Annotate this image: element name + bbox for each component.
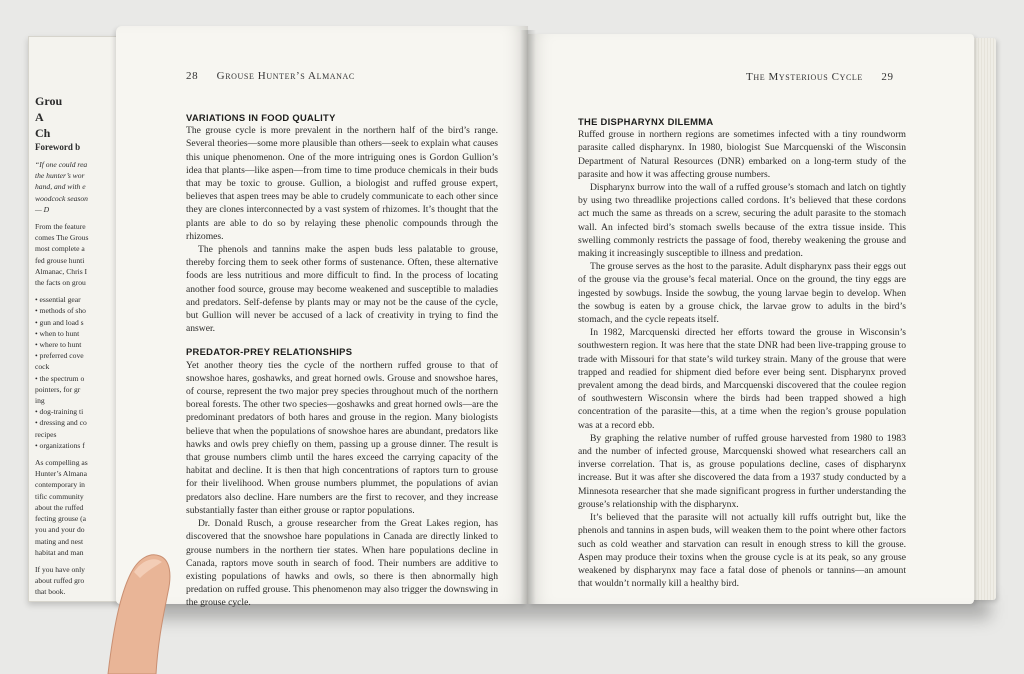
flap-line: pointers, for gr xyxy=(35,384,81,394)
flap-line: If you have only xyxy=(35,564,85,574)
flap-line: Grou xyxy=(35,94,63,108)
flap-line: • the spectrum o xyxy=(35,373,85,383)
flap-line: • methods of sho xyxy=(35,306,86,316)
flap-line: you and your do xyxy=(35,525,85,535)
flap-line: A xyxy=(35,110,44,124)
flap-line: Hunter’s Almana xyxy=(35,469,87,479)
flap-line: fecting grouse (a xyxy=(35,514,87,524)
flap-line: • dog-training ti xyxy=(35,407,84,417)
flap-line: fed grouse hunti xyxy=(35,255,85,265)
flap-line: tific community xyxy=(35,491,84,501)
flap-line: Foreword b xyxy=(35,142,81,152)
section-predator-prey xyxy=(186,345,498,609)
paragraph: Ruffed grouse in northern regions are sometimes infected with a tiny roundworm parasite called dispharynx. In 1980, biologist Sue Marcquenski of the Wisconsin Department of Natural Resources (DNR) embarked on a long-term study of the parasite and how it was affecting grouse numbers. xyxy=(578,129,906,180)
right-running-head xyxy=(746,71,894,83)
flap-line: hand, and with e xyxy=(35,182,86,192)
flap-line: most complete a xyxy=(35,244,85,254)
flap-line: habitat and man xyxy=(35,547,84,557)
flap-line: • gun and load s xyxy=(35,317,84,327)
flap-line: • when to hunt xyxy=(35,328,80,338)
paragraph: By graphing the relative number of ruffed grouse harvested from 1980 to 1983 and the number of infected grouse, Marcquenski showed what researchers call an inverse correlation. That is, as grouse populations decline, cases of dispharynx increase. But it was after she discovered the data from a 1937 study conducted by a Minnesota researcher that she made significant progress in further understanding the grouse’s relationship with the dispharynx. xyxy=(578,432,906,510)
flap-line: contemporary in xyxy=(35,480,85,490)
section-food-quality xyxy=(186,111,498,335)
flap-line: about ruffed gro xyxy=(35,576,85,586)
flap-line: From the feature xyxy=(35,222,86,232)
left-page-number: 28 xyxy=(186,70,199,82)
flap-line: cock xyxy=(35,362,50,372)
section-heading: PREDATOR-PREY RELATIONSHIPS xyxy=(186,346,353,358)
flap-line: — D xyxy=(35,204,50,214)
flap-line: woodcock season xyxy=(35,193,88,203)
flap-line: mating and nest xyxy=(35,536,84,546)
paragraph: In 1982, Marcquenski directed her efforts toward the grouse in Wisconsin’s southwestern region. It was here that the state DNR had been live-trapping grouse to trade with Missouri for that state’s wild turkey strain. Many of the grouse that were trapped and readied for shipment died before ever being sent. Dispharynx proved prevalent among the dead birds, and Marcquenski discovered that the coulee region of southwestern Wisconsin where the birds had been trapped showed a high concentration of the parasite—this, at a time when the region’s grouse population was at a record ebb. xyxy=(578,327,906,431)
flap-line: comes The Grous xyxy=(35,233,89,243)
flap-line: • organizations f xyxy=(35,440,85,450)
section-heading: VARIATIONS IN FOOD QUALITY xyxy=(186,112,336,123)
paragraph: Yet another theory ties the cycle of the northern ruffed grouse to that of snowshoe hares, goshawks, and great horned owls. Grouse and snowshoe hares, of course, represent the two major prey species throughout much of the northern boreal forests. The other two species—goshawks and great horned owls—are the predominant predators of both hares and grouse in the region. Many biologists believe that when the populations of snowshoe hares are abundant, predators like hawks and owls prey chiefly on them, passing up a grouse dinner. The result is that grouse numbers climb until the hares exceed the carrying capacity of the habitat and decline. It is then that high concentrations of raptors turn to grouse for their livelihood. When grouse numbers plummet, the populations of avian predators also decline. Hare numbers are the first to recover, and they increase substantially faster than either grouse or raptor populations. xyxy=(186,359,498,516)
book-gutter xyxy=(520,30,536,604)
left-page-body xyxy=(186,111,498,610)
paragraph: It’s believed that the parasite will not actually kill ruffs outright but, like the phenols and tannins in aspen buds, will weaken them to the point where other factors such as cold weather and starvation can result in enough stress to kill the grouse. Aspen may produce their toxins when the grouse cycle is at its peak, so any grouse weakened by dispharynx may face a fatal dose of phenols or tannins—an amount that wouldn’t normally kill a healthy bird. xyxy=(578,512,906,590)
paragraph: The grouse cycle is more prevalent in the northern half of the bird’s range. Several theories—some more plausible than others—seek to explain what causes this unique phenomenon. One of the more intriguing ones is Gordon Gullion’s idea that plants—like aspen—from time to time produce chemicals in their buds that may be toxic to grouse. Gullion, a biologist and ruffed grouse expert, believes that aspen trees may be able to crudely communicate to each other since they are clones interconnected by a vast system of rhizomes. It’s thought that the plants are able to do so by relaying these phenolic compounds through the rhizomes. xyxy=(186,125,498,242)
paragraph: Dr. Donald Rusch, a grouse researcher from the Great Lakes region, has discovered that the snowshoe hare populations in Canada are directly linked to grouse numbers in the northern tier states. When hare populations decline in Canada, raptors move south in search of food. Their numbers are additive to existing populations of hawks and owls, so there is then abnormally high predation on ruffed grouse. This phenomenon may also trigger the downswing in the grouse cycle. xyxy=(186,518,498,609)
flap-line: Almanac, Chris I xyxy=(35,266,88,276)
right-page-body xyxy=(578,115,906,590)
flap-line: • essential gear xyxy=(35,295,81,305)
flap-line: ing xyxy=(35,396,45,406)
flap-line: As compelling as xyxy=(35,458,88,468)
right-page-number: 29 xyxy=(881,71,894,83)
flap-line: • dressing and co xyxy=(35,418,87,428)
flap-line: • preferred cove xyxy=(35,351,84,361)
right-running-title: The Mysterious Cycle xyxy=(746,71,863,83)
section-heading: THE DISPHARYNX DILEMMA xyxy=(578,116,714,127)
flap-line: about the ruffed xyxy=(35,502,84,512)
left-running-head xyxy=(186,70,355,82)
paragraph: Dispharynx burrow into the wall of a ruffed grouse’s stomach and latch on tightly by using two threadlike projections called cordons. It’s believed that these cordons act much the same as threads on a screw, securing the adult parasite to the stomach wall. An infected bird’s stomach swells because of the extra tissue inside. This swelling commonly restricts the passage of food, thereby weakening the grouse and making it increasingly susceptible to illness and predation. xyxy=(578,182,906,260)
flap-line: • where to hunt xyxy=(35,340,82,350)
flap-line: Ch xyxy=(35,126,51,140)
paragraph: The grouse serves as the host to the parasite. Adult dispharynx pass their eggs out of the grouse via the grouse’s fecal material. Once on the ground, the tiny eggs are ingested by sowbugs. Inside the sowbug, the young larvae begin to develop. When the sowbug is eaten by a grouse chick, the larvae grow to adults in the bird’s stomach, and the cycle repeats itself. xyxy=(578,261,906,326)
flap-line: the hunter’s wor xyxy=(35,171,85,181)
flap-line: “If one could rea xyxy=(35,160,88,169)
flap-line: recipes xyxy=(35,429,57,439)
flap-line: that book. xyxy=(35,587,66,597)
left-running-title: Grouse Hunter’s Almanac xyxy=(216,70,355,82)
flap-line: the facts on grou xyxy=(35,278,86,288)
paragraph: The phenols and tannins make the aspen buds less palatable to grouse, thereby forcing them to seek other forms of sustenance. Often, these alternative foods are less nutritious and more difficult to find. In the process of locating another food source, grouse may become weakened and susceptible to maladies and predators. Self-defense by plants may or may not be the cause of the cycle, but Gullion will never be accused of a lack of creativity in trying to find the answer. xyxy=(186,244,498,335)
section-dispharynx xyxy=(578,115,906,590)
